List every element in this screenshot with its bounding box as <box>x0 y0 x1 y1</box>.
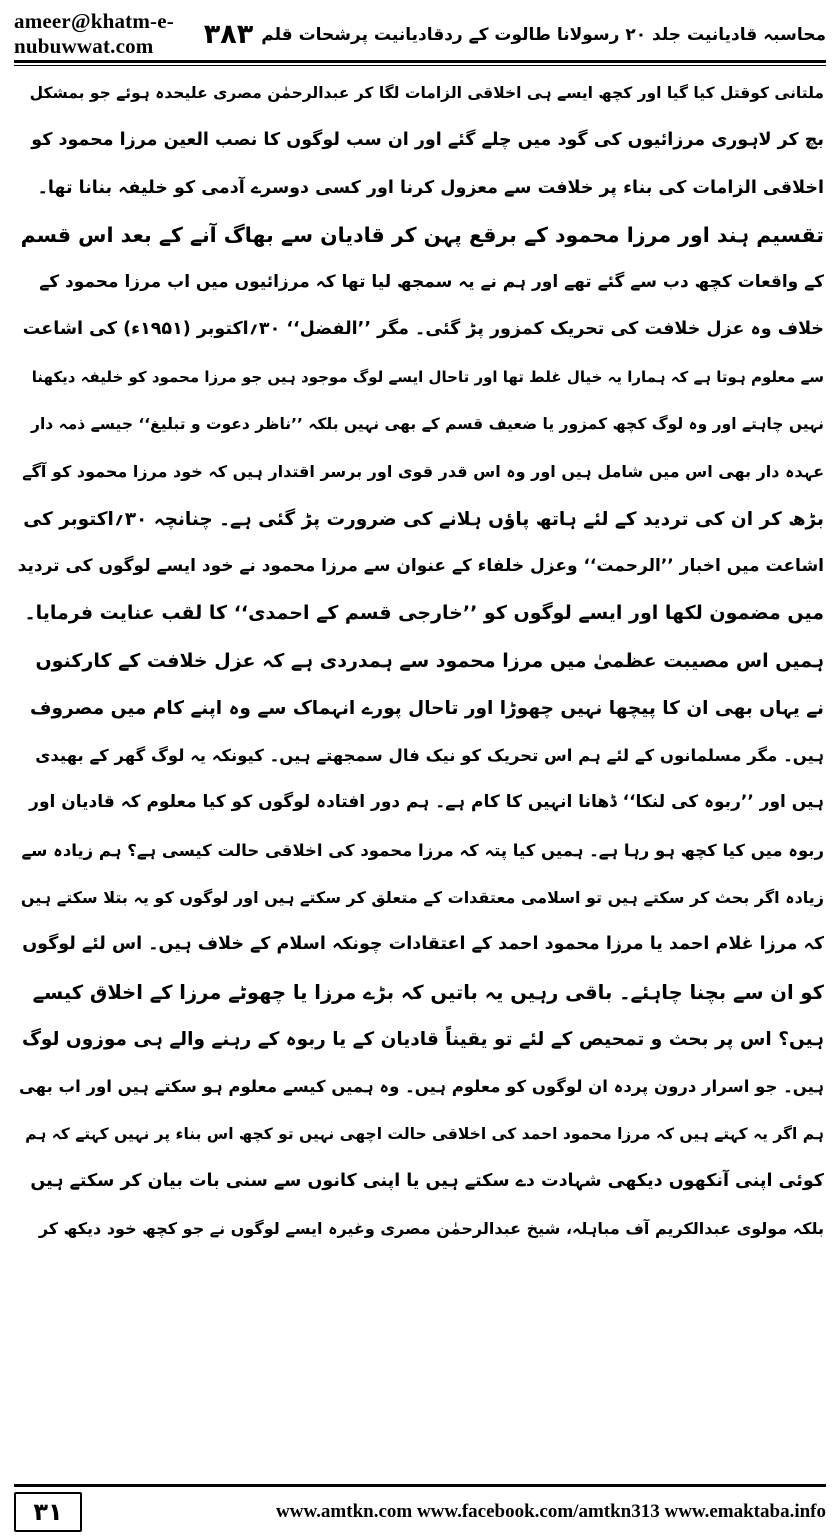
text-line: کہ مرزا غلام احمد یا مرزا محمود احمد کے اعتقادات چونکہ اسلام کے خلاف ہیں۔ اس لئے لوگوں <box>22 934 824 955</box>
text-line: ربوہ میں کیا کچھ ہو رہا ہے۔ ہمیں کیا پتہ کہ مرزا محمود کی اخلاقی حالت کیسی ہے؟ ہم زیادہ سے <box>21 840 824 860</box>
text-line: نے یہاں بھی ان کا پیچھا نہیں چھوڑا اور تاحال پورے انہماک سے وہ اپنے کام میں مصروف <box>30 697 824 719</box>
text-line: اشاعت میں اخبار ’’الرحمت‘‘ وعزل خلفاء کے عنوان سے مرزا محمود نے خود ایسے لوگوں کی تردید <box>18 555 824 576</box>
text-line: بلکہ مولوی عبدالکریم آف مباہلہ، شیخ عبدالرحمٰن مصری وغیرہ ایسے لوگوں نے جو کچھ خود دیکھ کر <box>38 1219 824 1239</box>
text-line: ہیں اور ’’ربوہ کی لنکا‘‘ ڈھانا انہیں کا کام ہے۔ ہم دور افتادہ لوگوں کو کیا معلوم کہ قادیان اور <box>29 792 824 813</box>
text-line: ہمیں اس مصیبت عظمیٰ میں مرزا محمود سے ہمدردی ہے کہ عزل خلافت کے کارکنوں <box>35 649 824 672</box>
text-line: ہم اگر یہ کہتے ہیں کہ مرزا محمود احمد کی اخلاقی حالت اچھی نہیں تو کچھ اس بناء پر نہیں کہتے کہ ہم <box>25 1124 824 1143</box>
header-left-group <box>14 9 261 59</box>
page-number: ۳۸۳ <box>203 18 254 50</box>
text-line: نہیں چاہتے اور وہ لوگ کچھ کمزور یا ضعیف قسم کے بھی نہیں بلکہ ’’ناظر دعوت و تبلیغ‘‘ جیسے ذمہ دار <box>31 415 824 434</box>
text-line: ہیں۔ مگر مسلمانوں کے لئے ہم اس تحریک کو نیک فال سمجھتے ہیں۔ کیونکہ یہ لوگ گھر کے بھیدی <box>35 746 824 766</box>
text-line: اخلاقی الزامات کی بناء پر خلافت سے معزول کرنا اور کسی دوسرے آدمی کو خلیفہ بنانا تھا۔ <box>37 177 824 198</box>
page-header <box>14 10 826 58</box>
footer-rule <box>14 1484 826 1487</box>
text-line: میں مضمون لکھا اور ایسے لوگوں کو ’’خارجی قسم کے احمدی‘‘ کا لقب عنایت فرمایا۔ <box>24 602 824 625</box>
text-line: ملتانی کوقتل کیا گیا اور کچھ ایسے ہی اخلاقی الزامات لگا کر عبدالرحمٰن مصری علیحدہ ہوئے جو بمشکل <box>29 84 824 102</box>
text-line: عہدہ دار بھی اس میں شامل ہیں اور وہ اس قدر قوی اور برسر اقتدار ہیں کہ خود مرزا محمود کو آگے <box>22 462 824 482</box>
text-line: بچ کر لاہوری مرزائیوں کی گود میں چلے گئے اور ان سب لوگوں کا نصب العین مرزا محمود کو <box>31 130 824 151</box>
body-text <box>18 70 824 1252</box>
text-line: کو ان سے بچنا چاہئے۔ باقی رہیں یہ باتیں کہ بڑے مرزا یا چھوٹے مرزا کے اخلاق کیسے <box>32 980 824 1004</box>
text-line: کوئی اپنی آنکھوں دیکھی شہادت دے سکتے ہیں یا اپنی کانوں سے سنی بات بیان کر سکتے ہیں <box>30 1170 824 1191</box>
book-title: محاسبہ قادیانیت جلد ۲۰ رسولانا طالوت کے ردقادیانیت پرشحات قلم <box>261 24 826 45</box>
text-line: کے واقعات کچھ دب سے گئے تھے اور ہم نے یہ سمجھ لیا تھا کہ مرزائیوں میں اب مرزا محمود کے <box>39 272 824 293</box>
text-line: ہیں؟ اس پر بحث و تمحیص کے لئے تو یقیناً قادیان کے یا ربوہ کے رہنے والے ہی موزوں لوگ <box>21 1028 824 1050</box>
text-line: ہیں۔ جو اسرار درون پردہ ان لوگوں کو معلوم ہیں۔ وہ ہمیں کیسے معلوم ہو سکتے ہیں اور اب بھی <box>18 1077 824 1097</box>
footer-websites[interactable]: www.amtkn.com www.facebook.com/amtkn313 www.emaktaba.info <box>276 1501 826 1522</box>
header-email[interactable]: ameer@khatm-e-nubuwwat.com <box>14 9 174 58</box>
header-rule-thin <box>14 65 826 66</box>
text-line: سے معلوم ہوتا ہے کہ ہمارا یہ خیال غلط تھا اور تاحال ایسے لوگ موجود ہیں جو مرزا محمود کو خلیفہ دیکھنا <box>31 367 824 386</box>
sheet-number: ۳۱ <box>14 1492 82 1532</box>
text-line: تقسیم ہند اور مرزا محمود کے برقع پہن کر قادیان سے بھاگ آنے کے بعد اس قسم <box>20 222 824 247</box>
header-rule-thick <box>14 60 826 63</box>
text-line: خلاف وہ عزل خلافت کی تحریک کمزور پڑ گئی۔ مگر ’’الفضل‘‘ ۳۰؍اکتوبر (۱۹۵۱ء) کی اشاعت <box>22 319 824 340</box>
text-line: زیادہ اگر بحث کر سکتے ہیں تو اسلامی معتقدات کے متعلق کر سکتے ہیں اور لوگوں کو یہ بتلا سکتے ہیں <box>20 888 824 908</box>
page-footer <box>14 1490 826 1534</box>
text-line: بڑھ کر ان کی تردید کے لئے ہاتھ پاؤں ہلانے کی ضرورت پڑ گئی ہے۔ چنانچہ ۳۰؍اکتوبر کی <box>23 508 824 530</box>
